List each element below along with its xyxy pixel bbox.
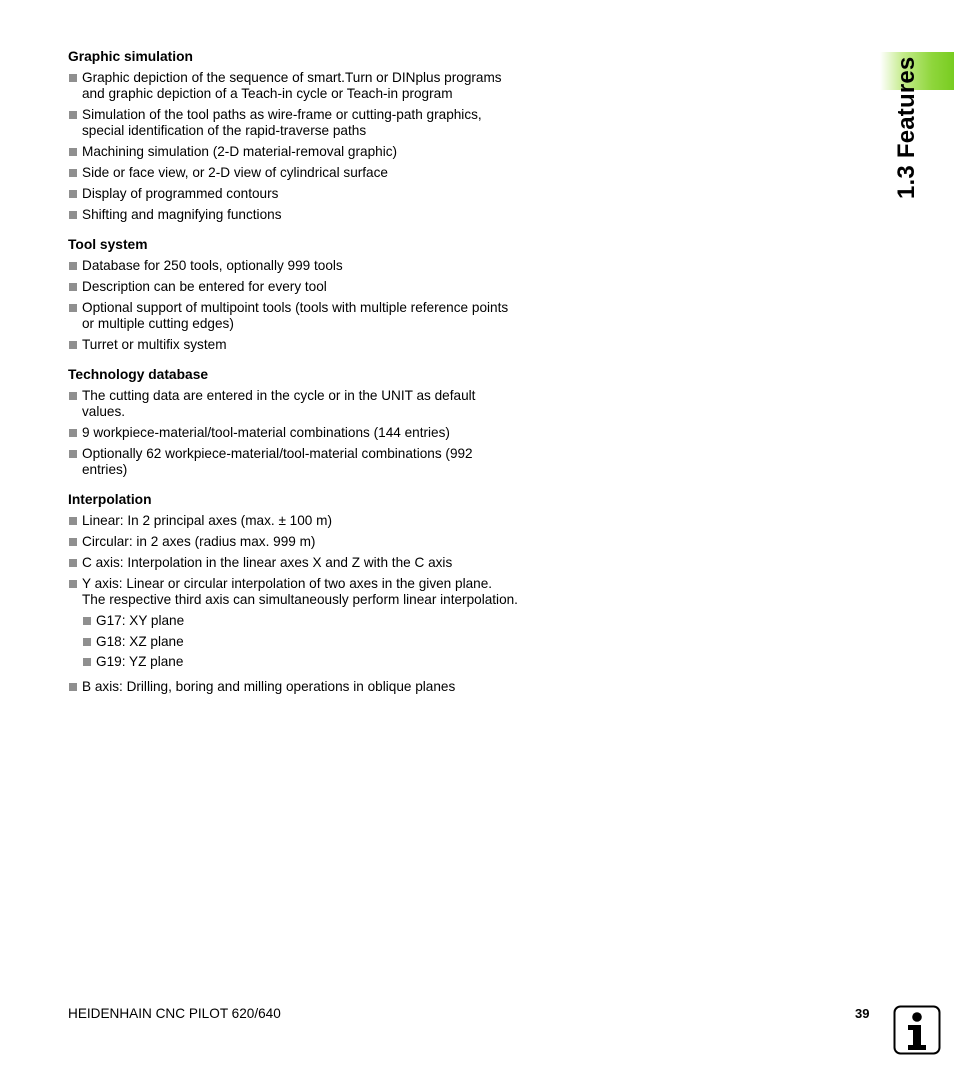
section-graphic-simulation (68, 49, 518, 223)
sub-list-item: G19: YZ plane (82, 654, 518, 670)
list-item: Turret or multifix system (68, 337, 518, 353)
list-item-text: Y axis: Linear or circular interpolation of two axes in the given plane. The respective third axis can simultaneously perform linear interpolation. (82, 575, 518, 607)
chapter-title: 1.3 Features (893, 56, 920, 199)
sub-list-item: G18: XZ plane (82, 634, 518, 650)
list-item: Simulation of the tool paths as wire-frame or cutting-path graphics, special identification of the rapid-traverse paths (68, 107, 518, 139)
list-item-y-axis (68, 576, 518, 671)
sub-bullet-list (82, 613, 518, 671)
list-item: Side or face view, or 2-D view of cylindrical surface (68, 165, 518, 181)
list-item: Machining simulation (2-D material-removal graphic) (68, 144, 518, 160)
sub-list-item: G17: XY plane (82, 613, 518, 629)
section-heading: Technology database (68, 366, 209, 382)
list-item: C axis: Interpolation in the linear axes X and Z with the C axis (68, 555, 518, 571)
page-number: 39 (855, 1006, 870, 1021)
bullet-list (68, 70, 518, 223)
footer-product-name: HEIDENHAIN CNC PILOT 620/640 (68, 1006, 281, 1021)
list-item: Description can be entered for every tool (68, 279, 518, 295)
list-item: B axis: Drilling, boring and milling operations in oblique planes (68, 679, 518, 695)
list-item: Database for 250 tools, optionally 999 tools (68, 258, 518, 274)
list-item: Optionally 62 workpiece-material/tool-material combinations (992 entries) (68, 446, 518, 478)
bullet-list (68, 258, 518, 353)
list-item: 9 workpiece-material/tool-material combinations (144 entries) (68, 425, 518, 441)
list-item: Linear: In 2 principal axes (max. ± 100 m) (68, 513, 518, 529)
section-interpolation (68, 492, 518, 695)
info-icon (893, 1005, 941, 1055)
list-item: Shifting and magnifying functions (68, 207, 518, 223)
list-item: Display of programmed contours (68, 186, 518, 202)
section-heading: Interpolation (68, 492, 152, 508)
section-heading: Tool system (68, 236, 148, 252)
section-technology-database (68, 367, 518, 478)
list-item: Optional support of multipoint tools (tools with multiple reference points or multiple cutting edges) (68, 300, 518, 332)
bullet-list (68, 513, 518, 694)
main-content (68, 49, 518, 709)
list-item: The cutting data are entered in the cycle or in the UNIT as default values. (68, 388, 518, 420)
list-item: Circular: in 2 axes (radius max. 999 m) (68, 534, 518, 550)
bullet-list (68, 388, 518, 478)
section-heading: Graphic simulation (68, 49, 193, 64)
section-tool-system (68, 237, 518, 353)
list-item: Graphic depiction of the sequence of smart.Turn or DINplus programs and graphic depiction of a Teach-in cycle or Teach-in program (68, 70, 518, 102)
